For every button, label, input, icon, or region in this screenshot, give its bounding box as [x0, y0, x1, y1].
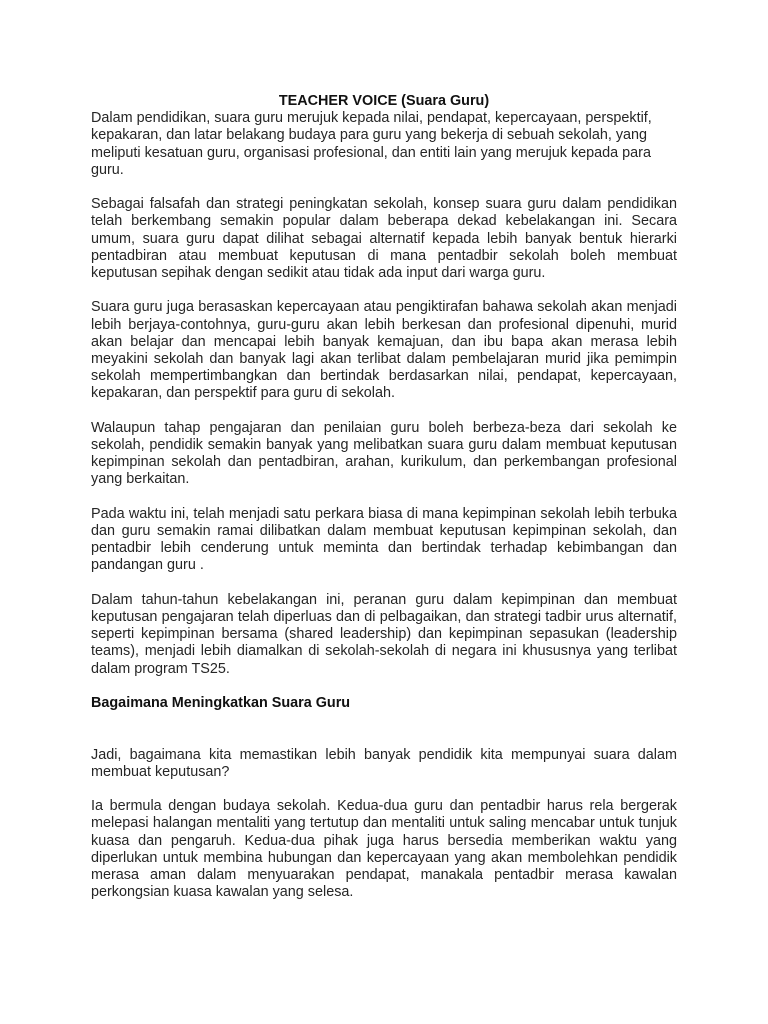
paragraph-6: Dalam tahun-tahun kebelakangan ini, peranan guru dalam kepimpinan dan membuat keputusan pengajaran telah diperluas dan di pelbagaikan, dan strategi tadbir urus alternatif, seperti kepimpinan bersama (shared leadership) dan kepimpinan sepasukan (leadership teams), menjadi lebih diamalkan di sekolah-sekolah di negara ini khususnya yang terlibat dalam program TS25. [91, 591, 677, 677]
paragraph-2: Sebagai falsafah dan strategi peningkatan sekolah, konsep suara guru dalam pendidikan telah berkembang semakin popular dalam beberapa dekad kebelakangan ini. Secara umum, suara guru dapat dilihat sebagai alternatif kepada lebih banyak bentuk hierarki pentadbiran atau membuat keputusan di mana pentadbir sekolah boleh membuat keputusan sepihak dengan sedikit atau tidak ada input dari warga guru. [91, 196, 677, 282]
paragraph-5: Pada waktu ini, telah menjadi satu perkara biasa di mana kepimpinan sekolah lebih terbuka dan guru semakin ramai dilibatkan dalam membuat keputusan kepimpinan sekolah, dan pentadbir lebih cenderung untuk meminta dan bertindak terhadap kebimbangan dan pandangan guru . [91, 505, 677, 574]
paragraph-1: Dalam pendidikan, suara guru merujuk kepada nilai, pendapat, kepercayaan, perspektif, kepakaran, dan latar belakang budaya para guru yang bekerja di sebuah sekolah, yang meliputi kesatuan guru, organisasi profesional, dan entiti lain yang merujuk kepada para guru. [91, 110, 652, 178]
document-page [91, 93, 677, 919]
paragraph-4: Walaupun tahap pengajaran dan penilaian guru boleh berbeza-beza dari sekolah ke sekolah, pendidik semakin banyak yang melibatkan suara guru dalam membuat keputusan kepimpinan sekolah dan pentadbiran, arahan, kurikulum, dan perkembangan profesional yang berkaitan. [91, 419, 677, 488]
document-title: TEACHER VOICE (Suara Guru) [278, 93, 490, 109]
section-paragraph-2: Ia bermula dengan budaya sekolah. Kedua-dua guru dan pentadbir harus rela bergerak melepasi halangan mentaliti yang tertutup dan mentaliti untuk saling mencabar untuk tunjuk kuasa dan pengaruh. Kedua-dua pihak juga harus bersedia memberikan waktu yang diperlukan untuk membina hubungan dan kepercayaan yang akan membolehkan pendidik merasa aman dalam menyuarakan pendapat, manakala pentadbir merasa kawalan perkongsian kuasa kawalan yang selesa. [91, 798, 677, 901]
paragraph-3: Suara guru juga berasaskan kepercayaan atau pengiktirafan bahawa sekolah akan menjadi lebih berjaya-contohnya, guru-guru akan lebih berkesan dan profesional dipenuhi, murid akan belajar dan mencapai lebih banyak kemajuan, dan ibu bapa akan merasa lebih meyakini sekolah dan banyak lagi akan terlibat dalam pembelajaran murid jika pemimpin sekolah mempertimbangkan dan bertindak berdasarkan nilai, pendapat, kepercayaan, kepakaran, dan perspektif para guru di sekolah. [91, 299, 677, 402]
section-paragraph-1: Jadi, bagaimana kita memastikan lebih banyak pendidik kita mempunyai suara dalam membuat keputusan? [91, 746, 677, 780]
section-heading: Bagaimana Meningkatkan Suara Guru [91, 695, 351, 712]
